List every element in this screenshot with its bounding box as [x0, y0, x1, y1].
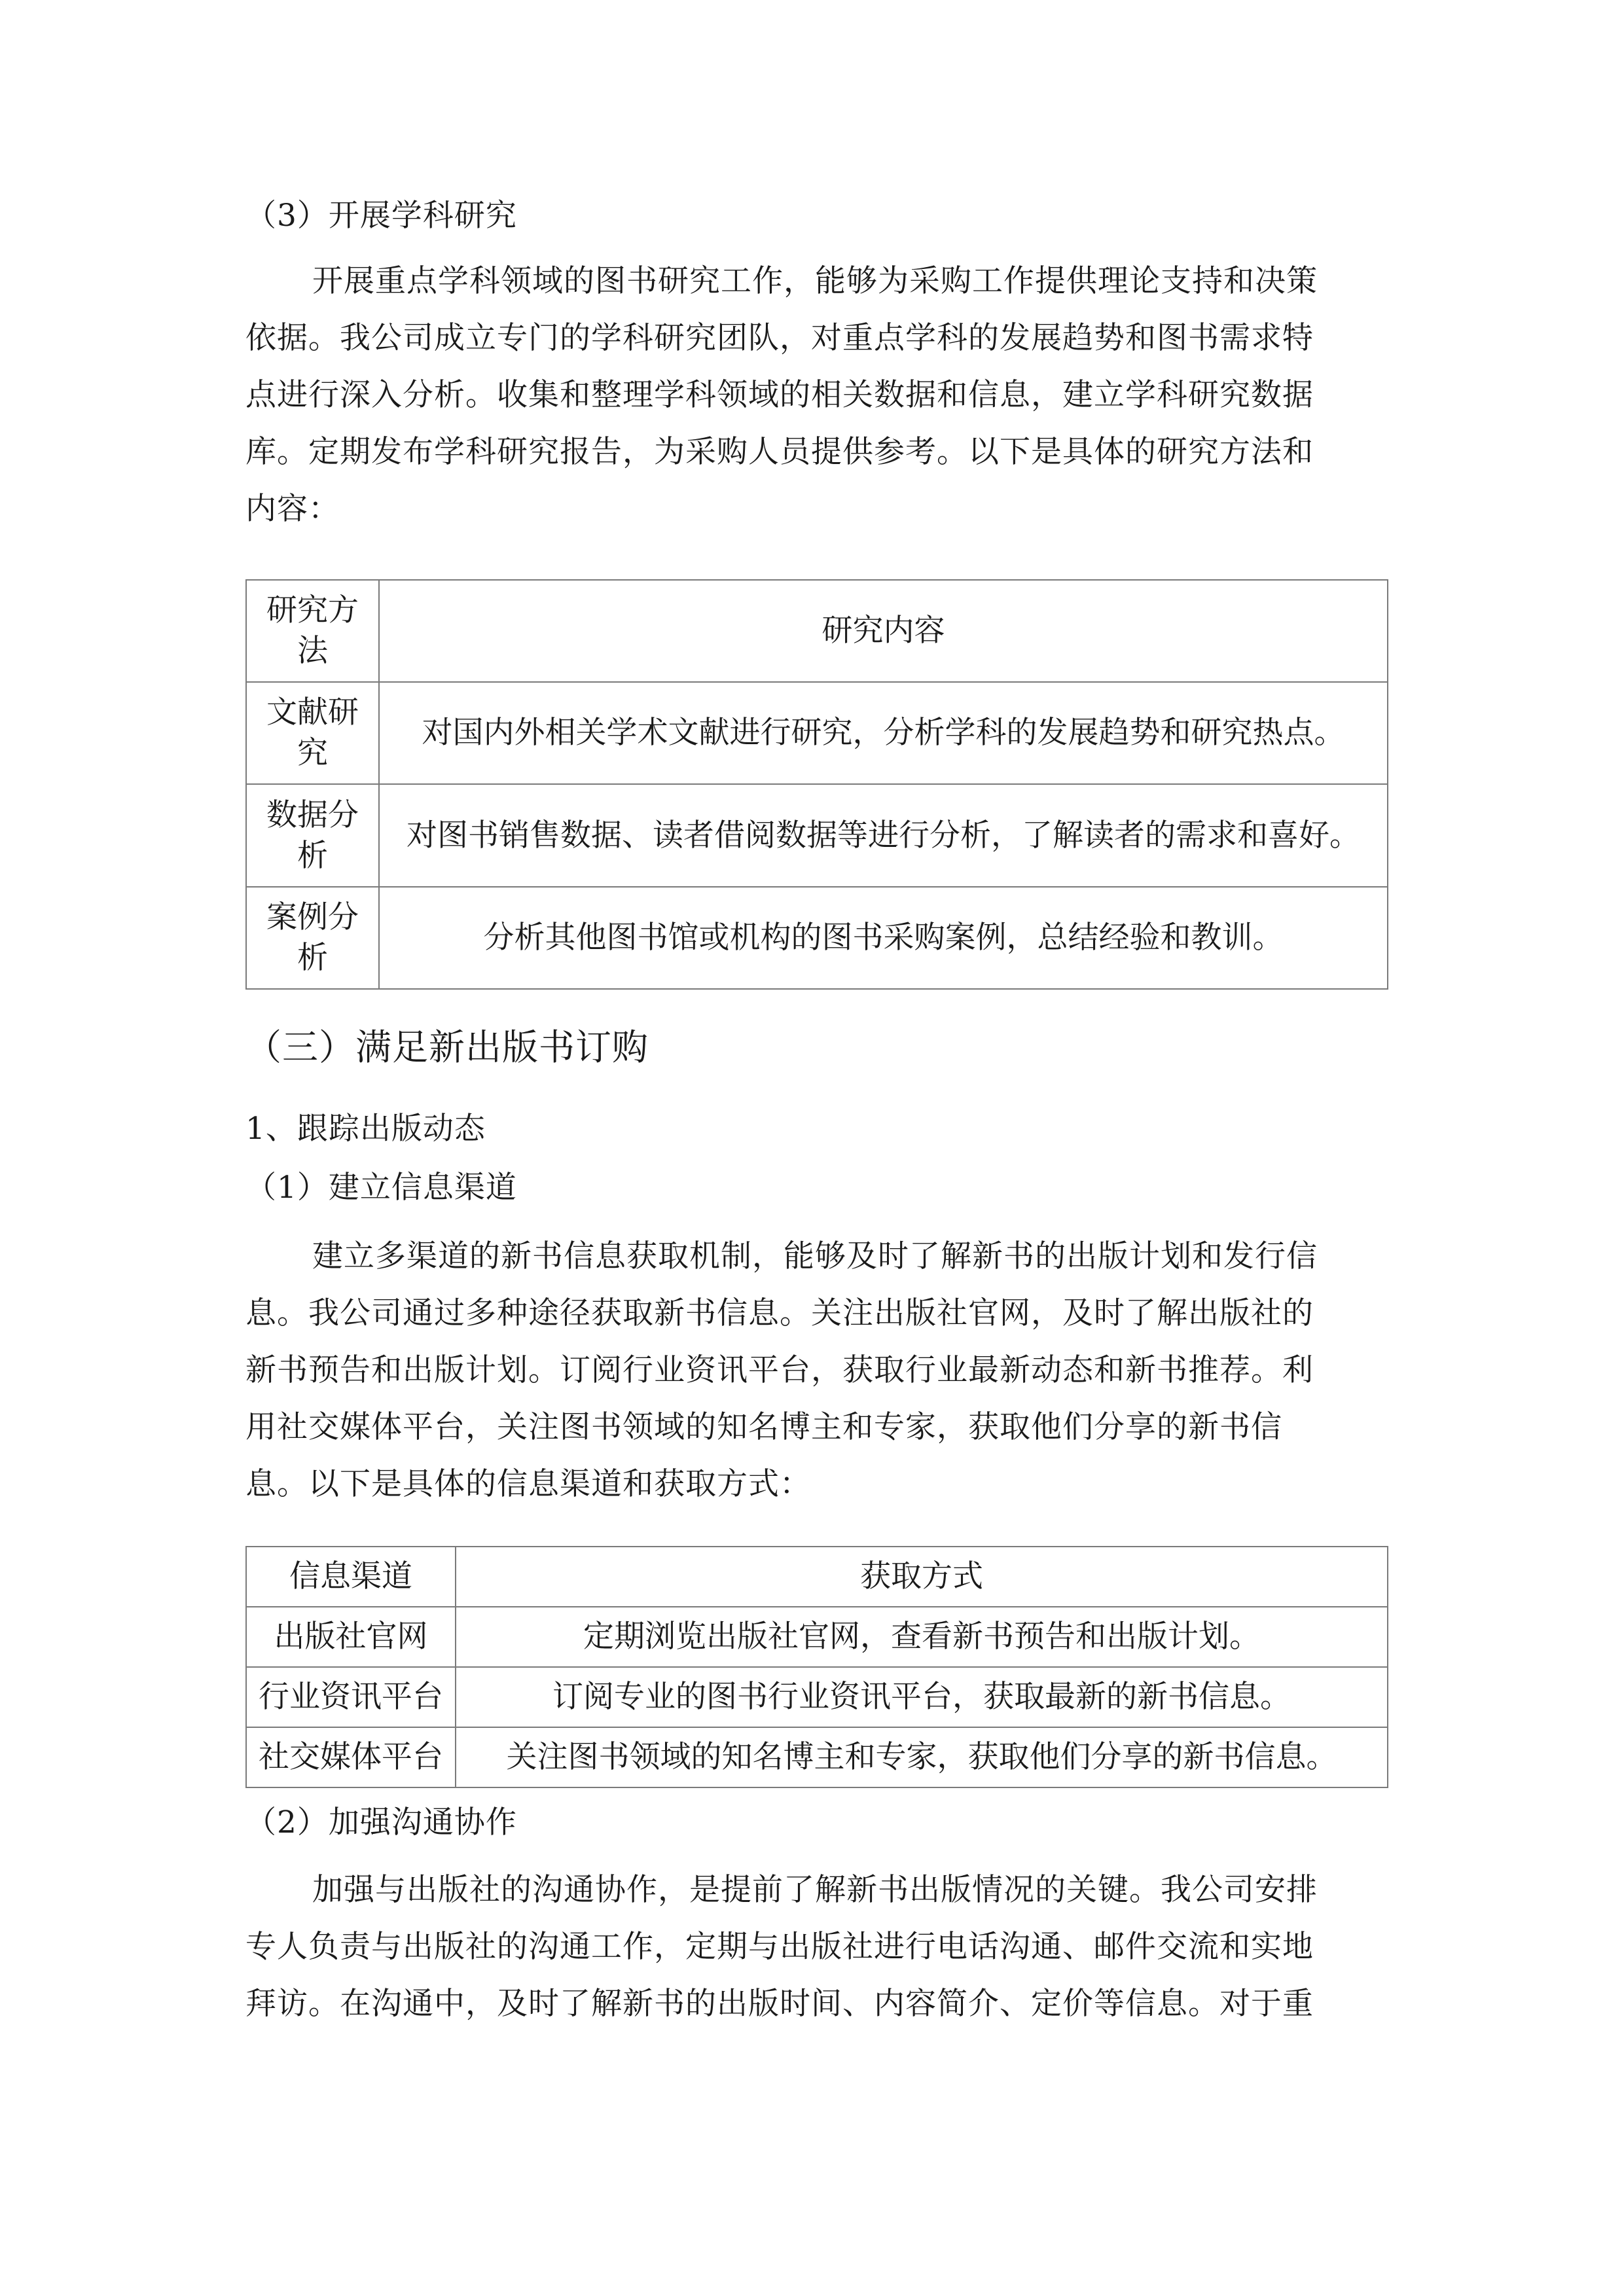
heading-subject-research: （3）开展学科研究 — [245, 198, 517, 234]
table-cell-method: 定期浏览出版社官网，查看新书预告和出版计划。 — [456, 1607, 1388, 1667]
paragraph-line: 依据。我公司成立专门的学科研究团队，对重点学科的发展趋势和图书需求特 — [245, 320, 1314, 356]
table-cell-method: 关注图书领域的知名博主和专家，获取他们分享的新书信息。 — [456, 1727, 1388, 1787]
section-title: （三）满足新出版书订购 — [245, 1026, 649, 1068]
table-cell-method: 订阅专业的图书行业资讯平台，获取最新的新书信息。 — [456, 1667, 1388, 1727]
table-cell-method: 文献研究 — [246, 682, 379, 784]
table-cell-content: 分析其他图书馆或机构的图书采购案例，总结经验和教训。 — [379, 887, 1388, 989]
table-header-row — [246, 580, 1388, 682]
table-row — [246, 1607, 1388, 1667]
table-row — [246, 784, 1388, 887]
paragraph-line: 专人负责与出版社的沟通工作，定期与出版社进行电话沟通、邮件交流和实地 — [245, 1929, 1314, 1965]
paragraph-line: 点进行深入分析。收集和整理学科领域的相关数据和信息，建立学科研究数据 — [245, 377, 1314, 413]
paragraph-line: 拜访。在沟通中，及时了解新书的出版时间、内容简介、定价等信息。对于重 — [245, 1986, 1314, 2022]
table-cell-method: 数据分析 — [246, 784, 379, 887]
table-row — [246, 1727, 1388, 1787]
paragraph-line: 加强与出版社的沟通协作，是提前了解新书出版情况的关键。我公司安排 — [312, 1872, 1318, 1908]
paragraph-line: 息。以下是具体的信息渠道和获取方式： — [245, 1466, 811, 1502]
info-channels-table — [245, 1546, 1388, 1788]
table-row — [246, 887, 1388, 989]
table-row — [246, 682, 1388, 784]
research-methods-table — [245, 579, 1388, 990]
table-cell-channel: 行业资讯平台 — [246, 1667, 456, 1727]
table-header-cell: 研究内容 — [379, 580, 1388, 682]
paragraph-line: 建立多渠道的新书信息获取机制，能够及时了解新书的出版计划和发行信 — [312, 1238, 1318, 1274]
table-header-cell: 信息渠道 — [246, 1547, 456, 1607]
paragraph-line: 内容： — [245, 491, 340, 527]
table-cell-channel: 出版社官网 — [246, 1607, 456, 1667]
paragraph-line: 用社交媒体平台，关注图书领域的知名博主和专家，获取他们分享的新书信 — [245, 1409, 1282, 1445]
table-cell-content: 对国内外相关学术文献进行研究，分析学科的发展趋势和研究热点。 — [379, 682, 1388, 784]
paragraph-line: 开展重点学科领域的图书研究工作，能够为采购工作提供理论支持和决策 — [312, 263, 1318, 299]
paragraph-line: 库。定期发布学科研究报告，为采购人员提供参考。以下是具体的研究方法和 — [245, 434, 1314, 470]
table-header-row — [246, 1547, 1388, 1607]
table-header-cell: 研究方法 — [246, 580, 379, 682]
paragraph-line: 新书预告和出版计划。订阅行业资讯平台，获取行业最新动态和新书推荐。利 — [245, 1352, 1314, 1388]
table-cell-method: 案例分析 — [246, 887, 379, 989]
table-header-cell: 获取方式 — [456, 1547, 1388, 1607]
paragraph-line: 息。我公司通过多种途径获取新书信息。关注出版社官网，及时了解出版社的 — [245, 1295, 1314, 1331]
table-cell-content: 对图书销售数据、读者借阅数据等进行分析，了解读者的需求和喜好。 — [379, 784, 1388, 887]
table-row — [246, 1667, 1388, 1727]
subsection-title: 1、跟踪出版动态 — [245, 1111, 486, 1147]
heading-communication: （2）加强沟通协作 — [245, 1804, 517, 1840]
heading-info-channels: （1）建立信息渠道 — [245, 1170, 517, 1206]
table-cell-channel: 社交媒体平台 — [246, 1727, 456, 1787]
